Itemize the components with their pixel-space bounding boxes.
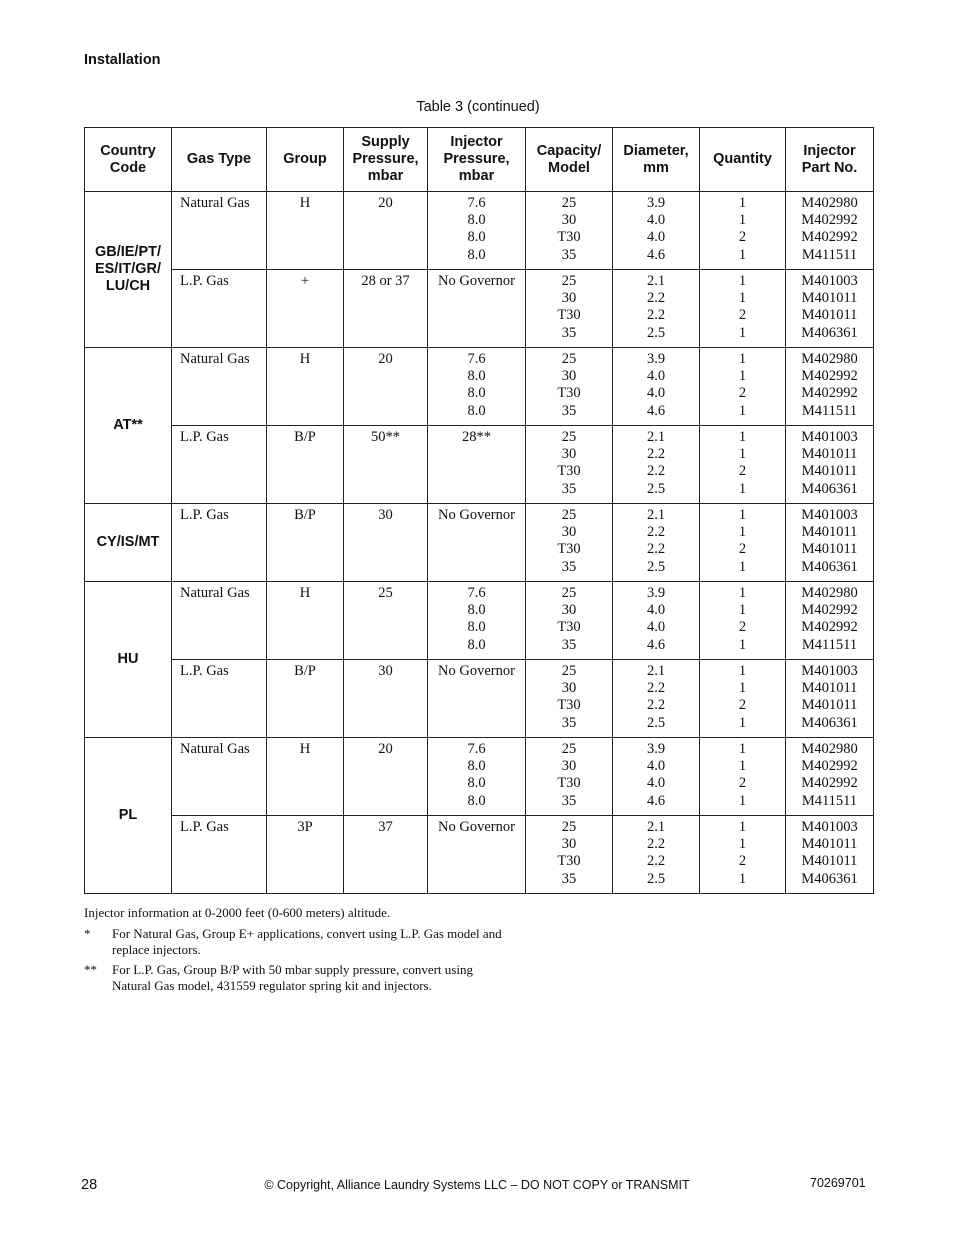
gas-type-cell: L.P. Gas	[172, 270, 267, 348]
section-title: Installation	[84, 52, 161, 68]
injector-pressure-cell: No Governor	[428, 660, 526, 738]
table-notes	[84, 905, 504, 998]
gas-type-cell: L.P. Gas	[172, 660, 267, 738]
part-number-cell: M401003 M401011 M401011 M406361	[786, 816, 874, 894]
injector-pressure-cell: 7.6 8.0 8.0 8.0	[428, 348, 526, 426]
quantity-cell: 1 1 2 1	[700, 426, 786, 504]
footnote-text: For L.P. Gas, Group B/P with 50 mbar supply pressure, convert using Natural Gas model, 431559 regulator spring kit and injectors.	[112, 962, 473, 993]
capacity-model-cell: 25 30 T30 35	[526, 816, 613, 894]
diameter-cell: 3.9 4.0 4.0 4.6	[613, 192, 700, 270]
header-quantity: Quantity	[700, 128, 786, 192]
quantity-cell: 1 1 2 1	[700, 738, 786, 816]
footnote-text: For Natural Gas, Group E+ applications, convert using L.P. Gas model and replace injectors.	[112, 926, 502, 957]
capacity-model-cell: 25 30 T30 35	[526, 192, 613, 270]
group-cell: +	[267, 270, 344, 348]
injector-pressure-cell: 7.6 8.0 8.0 8.0	[428, 192, 526, 270]
table-caption: Table 3 (continued)	[416, 99, 540, 115]
table-row	[85, 816, 874, 894]
supply-pressure-cell: 37	[344, 816, 428, 894]
gas-type-cell: Natural Gas	[172, 582, 267, 660]
country-code-cell: HU	[85, 582, 172, 738]
country-code-cell: PL	[85, 738, 172, 894]
table-row	[85, 738, 874, 816]
diameter-cell: 3.9 4.0 4.0 4.6	[613, 582, 700, 660]
group-cell: 3P	[267, 816, 344, 894]
header-country-code: Country Code	[85, 128, 172, 192]
supply-pressure-cell: 30	[344, 660, 428, 738]
gas-type-cell: L.P. Gas	[172, 426, 267, 504]
injector-pressure-cell: 28**	[428, 426, 526, 504]
header-supply-pressure: Supply Pressure, mbar	[344, 128, 428, 192]
country-code-cell: CY/IS/MT	[85, 504, 172, 582]
supply-pressure-cell: 20	[344, 738, 428, 816]
diameter-cell: 2.1 2.2 2.2 2.5	[613, 660, 700, 738]
quantity-cell: 1 1 2 1	[700, 582, 786, 660]
header-part-number: Injector Part No.	[786, 128, 874, 192]
injector-pressure-cell: 7.6 8.0 8.0 8.0	[428, 738, 526, 816]
diameter-cell: 2.1 2.2 2.2 2.5	[613, 426, 700, 504]
gas-type-cell: L.P. Gas	[172, 504, 267, 582]
table-row	[85, 426, 874, 504]
supply-pressure-cell: 28 or 37	[344, 270, 428, 348]
gas-type-cell: Natural Gas	[172, 348, 267, 426]
footnote-2	[84, 962, 504, 994]
supply-pressure-cell: 30	[344, 504, 428, 582]
capacity-model-cell: 25 30 T30 35	[526, 660, 613, 738]
supply-pressure-cell: 20	[344, 348, 428, 426]
supply-pressure-cell: 25	[344, 582, 428, 660]
group-cell: H	[267, 192, 344, 270]
group-cell: H	[267, 348, 344, 426]
part-number-cell: M402980 M402992 M402992 M411511	[786, 348, 874, 426]
header-row	[85, 128, 874, 192]
part-number-cell: M401003 M401011 M401011 M406361	[786, 426, 874, 504]
quantity-cell: 1 1 2 1	[700, 192, 786, 270]
capacity-model-cell: 25 30 T30 35	[526, 504, 613, 582]
injector-pressure-cell: No Governor	[428, 504, 526, 582]
quantity-cell: 1 1 2 1	[700, 660, 786, 738]
footnote-mark: *	[84, 926, 91, 941]
header-group: Group	[267, 128, 344, 192]
page-number: 28	[81, 1177, 98, 1193]
header-injector-pressure: Injector Pressure, mbar	[428, 128, 526, 192]
table-row	[85, 504, 874, 582]
table-row	[85, 192, 874, 270]
altitude-note: Injector information at 0-2000 feet (0-600 meters) altitude.	[84, 905, 391, 920]
header-diameter: Diameter, mm	[613, 128, 700, 192]
footnote-mark: **	[84, 962, 97, 977]
diameter-cell: 2.1 2.2 2.2 2.5	[613, 816, 700, 894]
group-cell: B/P	[267, 504, 344, 582]
document-number: 70269701	[810, 1176, 866, 1190]
injector-pressure-cell: No Governor	[428, 270, 526, 348]
capacity-model-cell: 25 30 T30 35	[526, 426, 613, 504]
supply-pressure-cell: 50**	[344, 426, 428, 504]
table-row	[85, 660, 874, 738]
group-cell: B/P	[267, 660, 344, 738]
gas-type-cell: Natural Gas	[172, 192, 267, 270]
gas-type-cell: L.P. Gas	[172, 816, 267, 894]
header-gas-type: Gas Type	[172, 128, 267, 192]
part-number-cell: M401003 M401011 M401011 M406361	[786, 660, 874, 738]
capacity-model-cell: 25 30 T30 35	[526, 738, 613, 816]
quantity-cell: 1 1 2 1	[700, 348, 786, 426]
group-cell: H	[267, 582, 344, 660]
table-row	[85, 270, 874, 348]
diameter-cell: 2.1 2.2 2.2 2.5	[613, 504, 700, 582]
country-code-cell: GB/IE/PT/ ES/IT/GR/ LU/CH	[85, 192, 172, 348]
footnote-1	[84, 926, 504, 958]
part-number-cell: M402980 M402992 M402992 M411511	[786, 738, 874, 816]
table-row	[85, 582, 874, 660]
quantity-cell: 1 1 2 1	[700, 816, 786, 894]
gas-type-cell: Natural Gas	[172, 738, 267, 816]
diameter-cell: 3.9 4.0 4.0 4.6	[613, 738, 700, 816]
supply-pressure-cell: 20	[344, 192, 428, 270]
header-capacity-model: Capacity/ Model	[526, 128, 613, 192]
quantity-cell: 1 1 2 1	[700, 504, 786, 582]
diameter-cell: 2.1 2.2 2.2 2.5	[613, 270, 700, 348]
capacity-model-cell: 25 30 T30 35	[526, 270, 613, 348]
part-number-cell: M402980 M402992 M402992 M411511	[786, 192, 874, 270]
capacity-model-cell: 25 30 T30 35	[526, 582, 613, 660]
capacity-model-cell: 25 30 T30 35	[526, 348, 613, 426]
injector-pressure-cell: No Governor	[428, 816, 526, 894]
injector-pressure-cell: 7.6 8.0 8.0 8.0	[428, 582, 526, 660]
injector-table	[84, 127, 874, 894]
part-number-cell: M401003 M401011 M401011 M406361	[786, 504, 874, 582]
table-body	[85, 192, 874, 894]
part-number-cell: M402980 M402992 M402992 M411511	[786, 582, 874, 660]
diameter-cell: 3.9 4.0 4.0 4.6	[613, 348, 700, 426]
quantity-cell: 1 1 2 1	[700, 270, 786, 348]
table-row	[85, 348, 874, 426]
group-cell: B/P	[267, 426, 344, 504]
part-number-cell: M401003 M401011 M401011 M406361	[786, 270, 874, 348]
copyright-notice: © Copyright, Alliance Laundry Systems LLC – DO NOT COPY or TRANSMIT	[264, 1178, 690, 1192]
country-code-cell: AT**	[85, 348, 172, 504]
group-cell: H	[267, 738, 344, 816]
